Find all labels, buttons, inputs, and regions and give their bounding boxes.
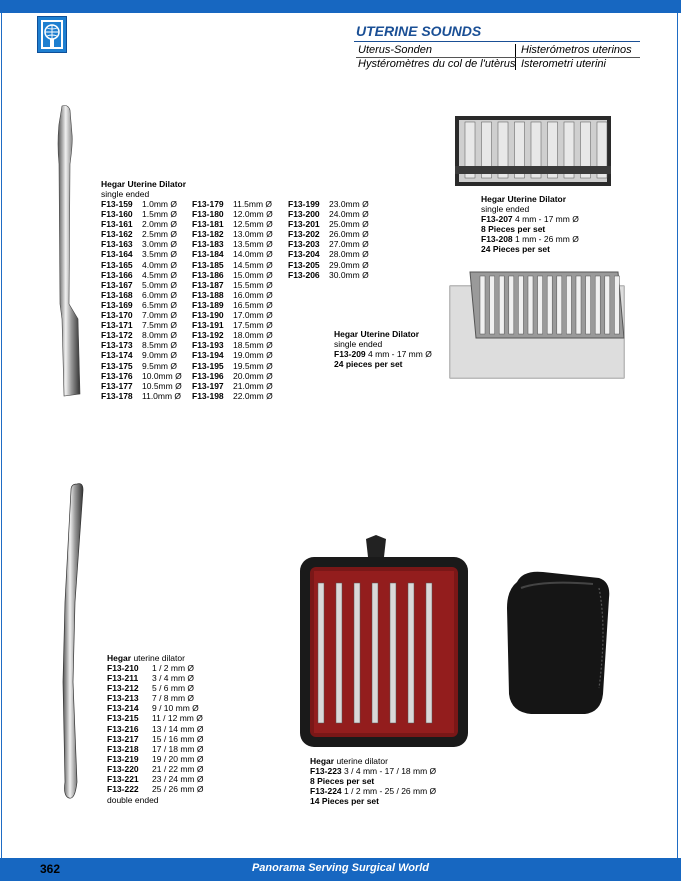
product-size: 29.0mm Ø	[329, 259, 369, 270]
product-code: F13-203	[288, 239, 320, 250]
product-code: F13-170	[101, 310, 133, 321]
product-size: 21.0mm Ø	[233, 380, 273, 391]
product-code: F13-185	[192, 259, 224, 270]
product-size: 25.0mm Ø	[329, 219, 369, 230]
title-italian: Isterometri uterini	[521, 58, 606, 70]
product-code: F13-205	[288, 259, 320, 270]
product-size: 17 / 18 mm Ø	[152, 743, 204, 754]
product-size: 30.0mm Ø	[329, 269, 369, 280]
product-code: F13-175	[101, 360, 133, 371]
product-row	[101, 361, 182, 371]
product-row	[192, 310, 273, 320]
product-row	[288, 270, 369, 280]
product-code: F13-171	[101, 320, 133, 331]
double-ended-dilator-image	[55, 482, 97, 804]
product-code: F13-164	[101, 249, 133, 260]
product-row	[192, 209, 273, 219]
dilator-rod	[318, 583, 324, 723]
product-size: 5 / 6 mm Ø	[152, 683, 195, 694]
section1-subtitle: single ended	[101, 189, 150, 199]
product-row	[288, 260, 369, 270]
product-code: F13-159	[101, 199, 133, 209]
product-row	[101, 280, 182, 290]
set3-code-a: F13-223	[310, 766, 342, 776]
product-code: F13-174	[101, 350, 133, 361]
product-size: 6.0mm Ø	[142, 289, 177, 300]
section2-header	[107, 653, 185, 663]
product-row	[101, 249, 182, 259]
product-size: 9.5mm Ø	[142, 360, 177, 371]
product-row	[192, 270, 273, 280]
product-row	[192, 260, 273, 270]
product-code: F13-184	[192, 249, 224, 260]
product-row	[192, 381, 273, 391]
product-size: 23 / 24 mm Ø	[152, 774, 204, 785]
product-code: F13-166	[101, 269, 133, 280]
product-row	[107, 744, 204, 754]
product-size: 12.5mm Ø	[233, 219, 273, 230]
product-row	[192, 239, 273, 249]
product-row	[101, 219, 182, 229]
product-row	[107, 734, 204, 744]
product-code: F13-218	[107, 743, 139, 754]
product-code: F13-163	[101, 239, 133, 250]
product-code: F13-189	[192, 299, 224, 310]
product-size: 18.5mm Ø	[233, 340, 273, 351]
product-size: 23.0mm Ø	[329, 199, 369, 209]
dilator-rod	[538, 276, 543, 334]
dilator-rod	[372, 583, 378, 723]
title-spanish: Histerómetros uterinos	[521, 44, 632, 56]
product-code: F13-168	[101, 289, 133, 300]
set3-range-b: 1 / 2 mm - 25 / 26 mm Ø	[344, 786, 437, 796]
product-size: 13 / 14 mm Ø	[152, 723, 204, 734]
product-code: F13-214	[107, 703, 139, 714]
product-size: 4.5mm Ø	[142, 269, 177, 280]
product-code: F13-222	[107, 784, 139, 795]
product-size: 7.5mm Ø	[142, 320, 177, 331]
product-size: 10.5mm Ø	[142, 380, 182, 391]
product-size: 9 / 10 mm Ø	[152, 703, 199, 714]
product-row	[107, 764, 204, 774]
product-size: 11.5mm Ø	[233, 199, 273, 209]
product-row	[192, 361, 273, 371]
product-row	[107, 784, 204, 794]
product-size: 19 / 20 mm Ø	[152, 753, 204, 764]
set2-name-rest: Uterine Dilator	[358, 329, 420, 339]
product-code: F13-199	[288, 199, 320, 209]
product-size: 8.5mm Ø	[142, 340, 177, 351]
footer-slogan: Panorama Serving Surgical World	[251, 862, 430, 874]
product-code: F13-201	[288, 219, 320, 230]
product-code: F13-206	[288, 269, 320, 280]
product-row	[101, 350, 182, 360]
product-code: F13-212	[107, 683, 139, 694]
product-row	[192, 330, 273, 340]
dilator-rod	[576, 276, 581, 334]
product-code: F13-213	[107, 693, 139, 704]
product-row	[107, 663, 204, 673]
footer-bar	[0, 858, 681, 881]
product-size: 6.5mm Ø	[142, 299, 177, 310]
product-code: F13-219	[107, 753, 139, 764]
product-size: 21 / 22 mm Ø	[152, 763, 204, 774]
section1-header	[101, 179, 186, 199]
product-size: 14.5mm Ø	[233, 259, 273, 270]
product-size: 24.0mm Ø	[329, 209, 369, 220]
product-code: F13-176	[101, 370, 133, 381]
product-code: F13-196	[192, 370, 224, 381]
title-german: Uterus-Sonden	[358, 44, 432, 56]
product-size: 15.0mm Ø	[233, 269, 273, 280]
product-code: F13-202	[288, 229, 320, 240]
product-row	[107, 774, 204, 784]
product-code: F13-172	[101, 330, 133, 341]
product-size: 15 / 16 mm Ø	[152, 733, 204, 744]
dilator-rod	[426, 583, 432, 723]
dilator-rod	[408, 583, 414, 723]
product-code: F13-193	[192, 340, 224, 351]
page-title: UTERINE SOUNDS	[356, 23, 482, 39]
product-code: F13-220	[107, 763, 139, 774]
product-code: F13-221	[107, 774, 139, 785]
product-size: 12.0mm Ø	[233, 209, 273, 220]
section2-name-bold: Hegar	[107, 653, 132, 663]
dilator-rod	[595, 276, 600, 334]
product-code: F13-204	[288, 249, 320, 260]
product-row	[101, 300, 182, 310]
section1-column-3	[288, 199, 369, 280]
product-row	[101, 229, 182, 239]
brand-logo	[37, 16, 67, 53]
product-code: F13-211	[107, 673, 139, 684]
product-row	[101, 270, 182, 280]
product-size: 2.5mm Ø	[142, 229, 177, 240]
product-size: 19.0mm Ø	[233, 350, 273, 361]
product-row	[288, 209, 369, 219]
dilator-set-box-image	[448, 268, 628, 380]
product-size: 27.0mm Ø	[329, 239, 369, 250]
dilator-rod	[614, 276, 619, 334]
product-row	[101, 209, 182, 219]
product-code: F13-210	[107, 663, 139, 673]
product-row	[192, 391, 273, 401]
title-subrule	[356, 57, 640, 58]
product-code: F13-194	[192, 350, 224, 361]
product-row	[101, 320, 182, 330]
product-row	[288, 229, 369, 239]
product-row	[107, 713, 204, 723]
title-rule	[354, 41, 640, 42]
product-row	[101, 239, 182, 249]
product-code: F13-187	[192, 279, 224, 290]
product-size: 11.0mm Ø	[142, 390, 182, 401]
set2-description	[334, 329, 432, 369]
set1-range-a: 4 mm - 17 mm Ø	[515, 214, 579, 224]
product-size: 1.0mm Ø	[142, 199, 177, 209]
product-size: 17.5mm Ø	[233, 320, 273, 331]
page-number: 362	[40, 862, 61, 876]
product-code: F13-190	[192, 310, 224, 321]
section1-column-2	[192, 199, 273, 401]
product-size: 7 / 8 mm Ø	[152, 693, 195, 704]
product-row	[107, 703, 204, 713]
set3-code-b: F13-224	[310, 786, 342, 796]
set3-name-bold: Hegar	[310, 756, 335, 766]
set1-count-a: 8 Pieces per set	[481, 224, 546, 234]
product-code: F13-183	[192, 239, 224, 250]
product-size: 8.0mm Ø	[142, 330, 177, 341]
product-row	[192, 340, 273, 350]
product-code: F13-178	[101, 390, 133, 401]
product-size: 14.0mm Ø	[233, 249, 273, 260]
dilator-rod	[336, 583, 342, 723]
section2-footer-note: double ended	[107, 795, 159, 805]
product-size: 16.5mm Ø	[233, 299, 273, 310]
product-code: F13-195	[192, 360, 224, 371]
set3-count-a: 8 Pieces per set	[310, 776, 375, 786]
set1-subtitle: single ended	[481, 204, 530, 214]
product-row	[192, 249, 273, 259]
product-code: F13-186	[192, 269, 224, 280]
product-row	[192, 371, 273, 381]
product-size: 25 / 26 mm Ø	[152, 784, 204, 795]
product-size: 5.0mm Ø	[142, 279, 177, 290]
set2-subtitle: single ended	[334, 339, 383, 349]
dilator-pouch-open-image	[296, 535, 472, 751]
product-size: 1.5mm Ø	[142, 209, 177, 220]
set3-description	[310, 756, 436, 806]
product-size: 19.5mm Ø	[233, 360, 273, 371]
set2-name-bold: Hegar	[334, 329, 359, 339]
product-code: F13-180	[192, 209, 224, 220]
set1-code-a: F13-207	[481, 214, 513, 224]
product-row	[288, 219, 369, 229]
product-size: 1 / 2 mm Ø	[152, 663, 195, 673]
dilator-rod	[480, 276, 485, 334]
product-row	[107, 754, 204, 764]
dilator-pouch-closed-image	[503, 568, 613, 718]
product-row	[101, 290, 182, 300]
product-row	[192, 199, 273, 209]
dilator-rod	[390, 583, 396, 723]
set1-description	[481, 194, 579, 254]
product-code: F13-179	[192, 199, 224, 209]
product-row	[101, 371, 182, 381]
dilator-set-tray-image	[453, 110, 613, 190]
set1-code-b: F13-208	[481, 234, 513, 244]
product-size: 22.0mm Ø	[233, 390, 273, 401]
dilator-rod	[605, 276, 610, 334]
product-row	[101, 260, 182, 270]
product-size: 2.0mm Ø	[142, 219, 177, 230]
product-size: 13.5mm Ø	[233, 239, 273, 250]
product-code: F13-191	[192, 320, 224, 331]
product-row	[101, 381, 182, 391]
product-code: F13-162	[101, 229, 133, 240]
product-size: 11 / 12 mm Ø	[152, 713, 203, 724]
product-size: 20.0mm Ø	[233, 370, 273, 381]
product-row	[101, 330, 182, 340]
set3-name-rest: uterine dilator	[334, 756, 388, 766]
dilator-rod	[557, 276, 562, 334]
product-size: 3.0mm Ø	[142, 239, 177, 250]
product-size: 4.0mm Ø	[142, 259, 177, 270]
set3-count-b: 14 Pieces per set	[310, 796, 379, 806]
product-code: F13-192	[192, 330, 224, 341]
product-row	[192, 280, 273, 290]
set1-name: Hegar Uterine Dilator	[481, 194, 567, 204]
section2-name-rest: uterine dilator	[131, 653, 185, 663]
dilator-rod	[499, 276, 504, 334]
product-code: F13-181	[192, 219, 224, 230]
product-code: F13-200	[288, 209, 320, 220]
product-code: F13-197	[192, 380, 224, 391]
product-row	[192, 320, 273, 330]
product-row	[101, 340, 182, 350]
product-code: F13-177	[101, 380, 133, 391]
section1-name: Hegar Uterine Dilator	[101, 179, 187, 189]
product-row	[192, 219, 273, 229]
dilator-rod	[547, 276, 552, 334]
dilator-rod	[518, 276, 523, 334]
product-size: 18.0mm Ø	[233, 330, 273, 341]
product-row	[192, 229, 273, 239]
product-code: F13-215	[107, 713, 139, 724]
set3-range-a: 3 / 4 mm - 17 / 18 mm Ø	[344, 766, 437, 776]
set1-count-b: 24 Pieces per set	[481, 244, 550, 254]
section2-list	[107, 663, 204, 794]
product-size: 3 / 4 mm Ø	[152, 673, 195, 684]
product-size: 9.0mm Ø	[142, 350, 177, 361]
product-row	[288, 239, 369, 249]
product-row	[101, 310, 182, 320]
dilator-rod	[354, 583, 360, 723]
dilator-rod	[586, 276, 591, 334]
product-size: 28.0mm Ø	[329, 249, 369, 260]
top-bar	[0, 0, 681, 13]
product-code: F13-217	[107, 733, 139, 744]
product-row	[288, 249, 369, 259]
single-ended-dilator-image	[48, 104, 90, 400]
dilator-rod	[528, 276, 533, 334]
product-code: F13-188	[192, 289, 224, 300]
product-row	[288, 199, 369, 209]
product-code: F13-173	[101, 340, 133, 351]
product-size: 7.0mm Ø	[142, 310, 177, 321]
set2-range: 4 mm - 17 mm Ø	[368, 349, 432, 359]
product-row	[192, 350, 273, 360]
product-code: F13-198	[192, 390, 224, 401]
product-row	[107, 693, 204, 703]
product-code: F13-165	[101, 259, 133, 270]
product-code: F13-161	[101, 219, 133, 230]
product-size: 16.0mm Ø	[233, 289, 273, 300]
set2-count: 24 pieces per set	[334, 359, 403, 369]
product-size: 3.5mm Ø	[142, 249, 177, 260]
product-row	[107, 673, 204, 683]
dilator-rod	[490, 276, 495, 334]
product-code: F13-216	[107, 723, 139, 734]
product-code: F13-169	[101, 299, 133, 310]
product-code: F13-160	[101, 209, 133, 220]
title-french: Hystéromètres du col de l'utèrus	[358, 58, 516, 70]
product-row	[107, 683, 204, 693]
product-row	[107, 724, 204, 734]
product-code: F13-182	[192, 229, 224, 240]
product-size: 13.0mm Ø	[233, 229, 273, 240]
product-row	[192, 290, 273, 300]
product-row	[101, 199, 182, 209]
product-row	[101, 391, 182, 401]
product-row	[192, 300, 273, 310]
section1-column-1	[101, 199, 182, 401]
dilator-rod	[509, 276, 514, 334]
product-size: 15.5mm Ø	[233, 279, 273, 290]
product-size: 17.0mm Ø	[233, 310, 273, 321]
product-size: 26.0mm Ø	[329, 229, 369, 240]
product-size: 10.0mm Ø	[142, 370, 182, 381]
set1-range-b: 1 mm - 26 mm Ø	[515, 234, 579, 244]
product-code: F13-167	[101, 279, 133, 290]
set2-code: F13-209	[334, 349, 366, 359]
dilator-rod	[566, 276, 571, 334]
